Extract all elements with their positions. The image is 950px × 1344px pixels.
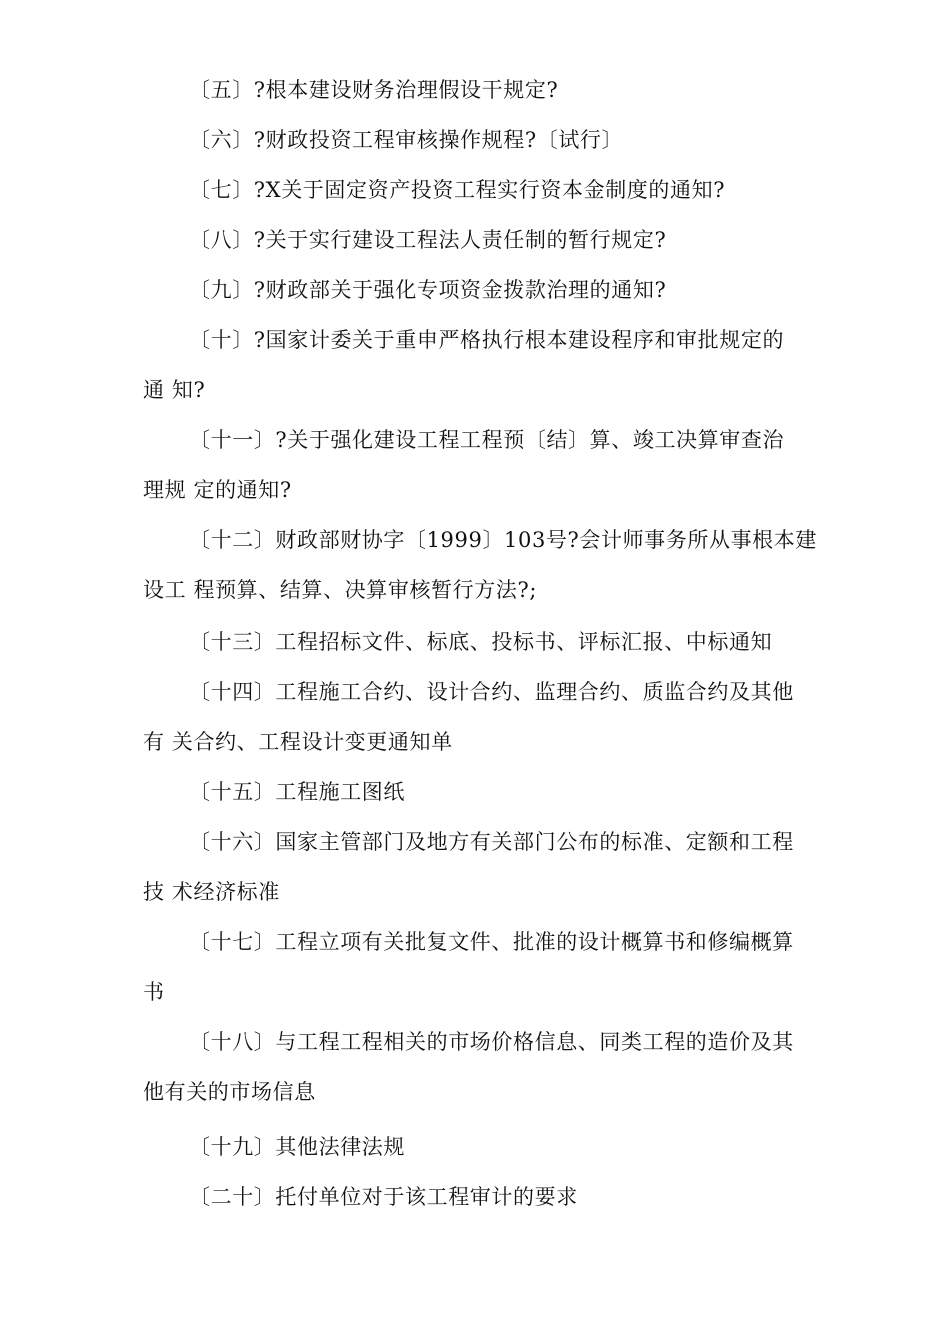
item-16-continuation: 技 术经济标准 xyxy=(143,880,280,904)
item-11-continuation: 理规 定的通知? xyxy=(143,478,292,502)
item-12: 〔十二〕财政部财协字〔1999〕103号?会计师事务所从事根本建 xyxy=(189,528,817,552)
item-8: 〔八〕?关于实行建设工程法人责任制的暂行规定? xyxy=(189,228,667,252)
item-6: 〔六〕?财政投资工程审核操作规程?〔试行〕 xyxy=(189,128,624,152)
item-15: 〔十五〕工程施工图纸 xyxy=(189,780,405,804)
item-17-continuation: 书 xyxy=(143,980,165,1004)
item-5: 〔五〕?根本建设财务治理假设干规定? xyxy=(189,78,559,102)
item-14-continuation: 有 关合约、工程设计变更通知单 xyxy=(143,730,453,754)
item-17: 〔十七〕工程立项有关批复文件、批准的设计概算书和修编概算 xyxy=(189,930,794,954)
item-18-continuation: 他有关的市场信息 xyxy=(143,1080,316,1104)
item-9: 〔九〕?财政部关于强化专项资金拨款治理的通知? xyxy=(189,278,667,302)
item-19: 〔十九〕其他法律法规 xyxy=(189,1135,405,1159)
item-13: 〔十三〕工程招标文件、标底、投标书、评标汇报、中标通知 xyxy=(189,630,773,654)
item-10-continuation: 通 知? xyxy=(143,378,206,402)
item-16: 〔十六〕国家主管部门及地方有关部门公布的标准、定额和工程 xyxy=(189,830,794,854)
item-12-continuation: 设工 程预算、结算、决算审核暂行方法?; xyxy=(143,578,538,602)
item-14: 〔十四〕工程施工合约、设计合约、监理合约、质监合约及其他 xyxy=(189,680,794,704)
item-7: 〔七〕?X关于固定资产投资工程实行资本金制度的通知? xyxy=(189,178,726,202)
item-18: 〔十八〕与工程工程相关的市场价格信息、同类工程的造价及其 xyxy=(189,1030,794,1054)
item-20: 〔二十〕托付单位对于该工程审计的要求 xyxy=(189,1185,578,1209)
item-11: 〔十一〕?关于强化建设工程工程预〔结〕算、竣工决算审查治 xyxy=(189,428,785,452)
item-10: 〔十〕?国家计委关于重申严格执行根本建设程序和审批规定的 xyxy=(189,328,785,352)
